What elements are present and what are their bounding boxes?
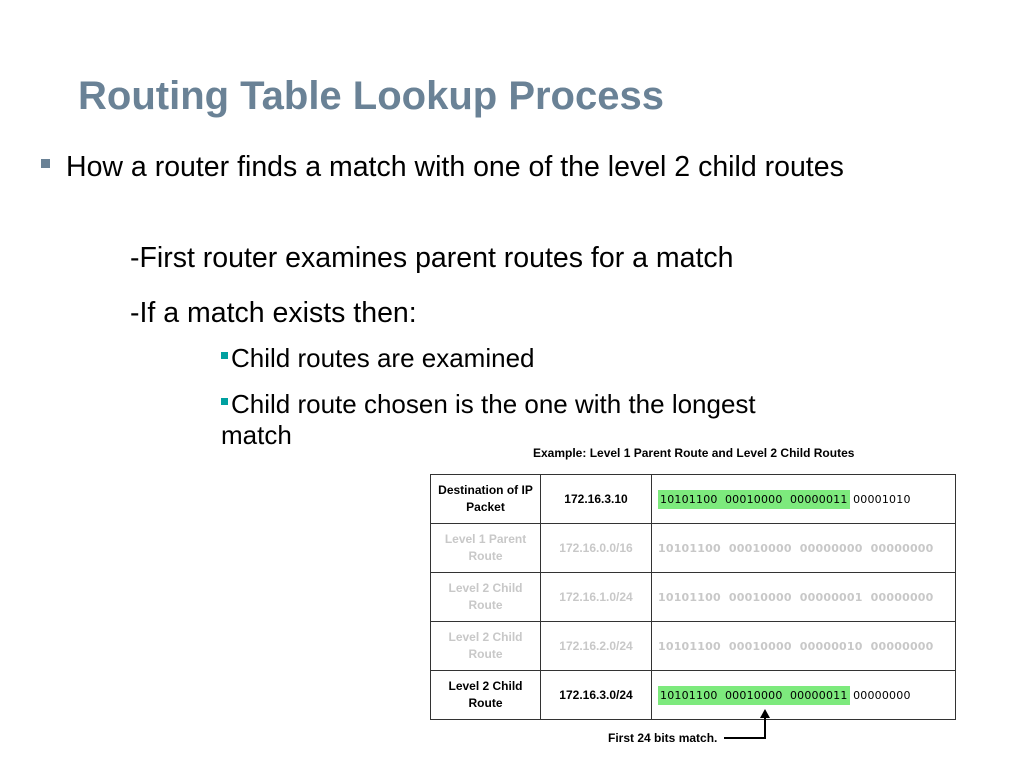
remaining-bits: 00001010	[853, 492, 911, 506]
matched-bits: 10101100 00010000 00000011	[658, 686, 850, 705]
row-label: Destination of IP Packet	[431, 475, 541, 524]
annotation-arrowhead	[760, 709, 770, 718]
matched-bits: 10101100 00010000 00000011	[658, 490, 850, 509]
annotation-arrow-line	[724, 716, 765, 738]
row-label: Level 2 Child Route	[431, 622, 541, 671]
row-address: 172.16.3.10	[541, 475, 652, 524]
row-label: Level 2 Child Route	[431, 573, 541, 622]
row-label: Level 2 Child Route	[431, 671, 541, 720]
sub-bullet-match-exists: -If a match exists then:	[130, 297, 417, 329]
figure-title: Example: Level 1 Parent Route and Level 2 Child Routes	[533, 446, 855, 460]
bullet-text: Child route chosen is the one with the longest match	[221, 389, 756, 450]
row-address: 172.16.2.0/24	[541, 622, 652, 671]
slide-title: Routing Table Lookup Process	[78, 74, 664, 118]
row-label: Level 1 Parent Route	[431, 524, 541, 573]
bullet-router-match: How a router finds a match with one of the level 2 child routes	[66, 151, 844, 183]
row-address: 172.16.0.0/16	[541, 524, 652, 573]
bullet-text: Child routes are examined	[231, 343, 535, 373]
row-address: 172.16.1.0/24	[541, 573, 652, 622]
remaining-bits: 10101100 00010000 00000000 00000000	[658, 541, 934, 555]
annotation-label: First 24 bits match.	[608, 731, 718, 745]
sub-bullet-parent-routes: -First router examines parent routes for a match	[130, 242, 734, 274]
remaining-bits: 10101100 00010000 00000010 00000000	[658, 639, 934, 653]
remaining-bits: 00000000	[853, 688, 911, 702]
row-address: 172.16.3.0/24	[541, 671, 652, 720]
remaining-bits: 10101100 00010000 00000001 00000000	[658, 590, 934, 604]
